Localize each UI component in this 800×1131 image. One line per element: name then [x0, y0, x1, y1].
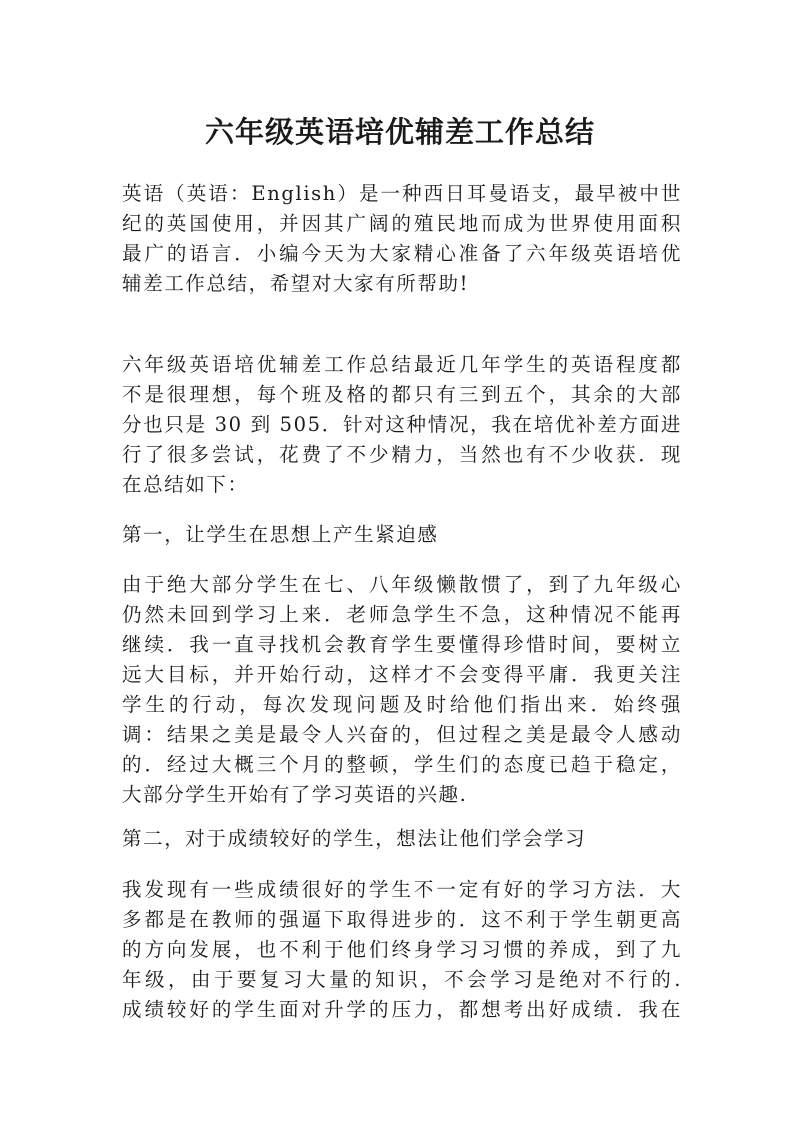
section-heading-first — [122, 520, 682, 550]
text-line: 行了很多尝试，花费了不少精力，当然也有不少收获．现 — [122, 443, 682, 466]
overview-paragraph — [122, 350, 682, 500]
text-line: 成绩较好的学生面对升学的压力，都想考出好成绩．我在 — [122, 998, 682, 1021]
text-line: 我发现有一些成绩很好的学生不一定有好的学习方法．大 — [122, 878, 682, 901]
text-line: 继续．我一直寻找机会教育学生要懂得珍惜时间，要树立 — [122, 633, 682, 656]
text-line: 远大目标，并开始行动，这样才不会变得平庸．我更关注 — [122, 663, 682, 686]
text-line: 最广的语言．小编今天为大家精心准备了六年级英语培优 — [122, 242, 682, 265]
text-line: 年级，由于要复习大量的知识，不会学习是绝对不行的. — [122, 968, 682, 991]
text-line: 辅差工作总结，希望对大家有所帮助! — [122, 272, 470, 295]
section-heading-second — [122, 824, 682, 854]
text-line: 英语（英语：English）是一种西日耳曼语支，最早被中世 — [122, 182, 682, 205]
intro-paragraph — [122, 179, 682, 299]
second-section-paragraph — [122, 875, 682, 1025]
heading-text: 第二，对于成绩较好的学生，想法让他们学会学习 — [122, 827, 587, 850]
text-line: 仍然未回到学习上来．老师急学生不急，这种情况不能再 — [122, 603, 682, 626]
heading-text: 第一，让学生在思想上产生紧迫感 — [122, 523, 439, 546]
text-line: 六年级英语培优辅差工作总结最近几年学生的英语程度都 — [122, 353, 682, 376]
text-line: 的方向发展，也不利于他们终身学习习惯的养成，到了九 — [122, 938, 682, 961]
text-line: 不是很理想，每个班及格的都只有三到五个，其余的大部 — [122, 383, 682, 406]
first-section-paragraph — [122, 570, 682, 810]
text-line: 学生的行动，每次发现问题及时给他们指出来．始终强 — [122, 693, 682, 716]
text-line: 多都是在教师的强逼下取得进步的．这不利于学生朝更高 — [122, 908, 682, 931]
text-line: 调：结果之美是最令人兴奋的，但过程之美是最令人感动 — [122, 723, 682, 746]
document-title: 六年级英语培优辅差工作总结 — [204, 115, 595, 149]
text-line: 大部分学生开始有了学习英语的兴趣. — [122, 783, 468, 806]
text-line: 纪的英国使用，并因其广阔的殖民地而成为世界使用面积 — [122, 212, 682, 235]
text-line: 的．经过大概三个月的整顿，学生们的态度已趋于稳定， — [122, 753, 682, 776]
text-line: 由于绝大部分学生在七、八年级懒散惯了，到了九年级心 — [122, 573, 682, 596]
text-line: 在总结如下： — [122, 473, 249, 496]
text-line: 分也只是 30 到 505．针对这种情况，我在培优补差方面进 — [122, 413, 682, 436]
